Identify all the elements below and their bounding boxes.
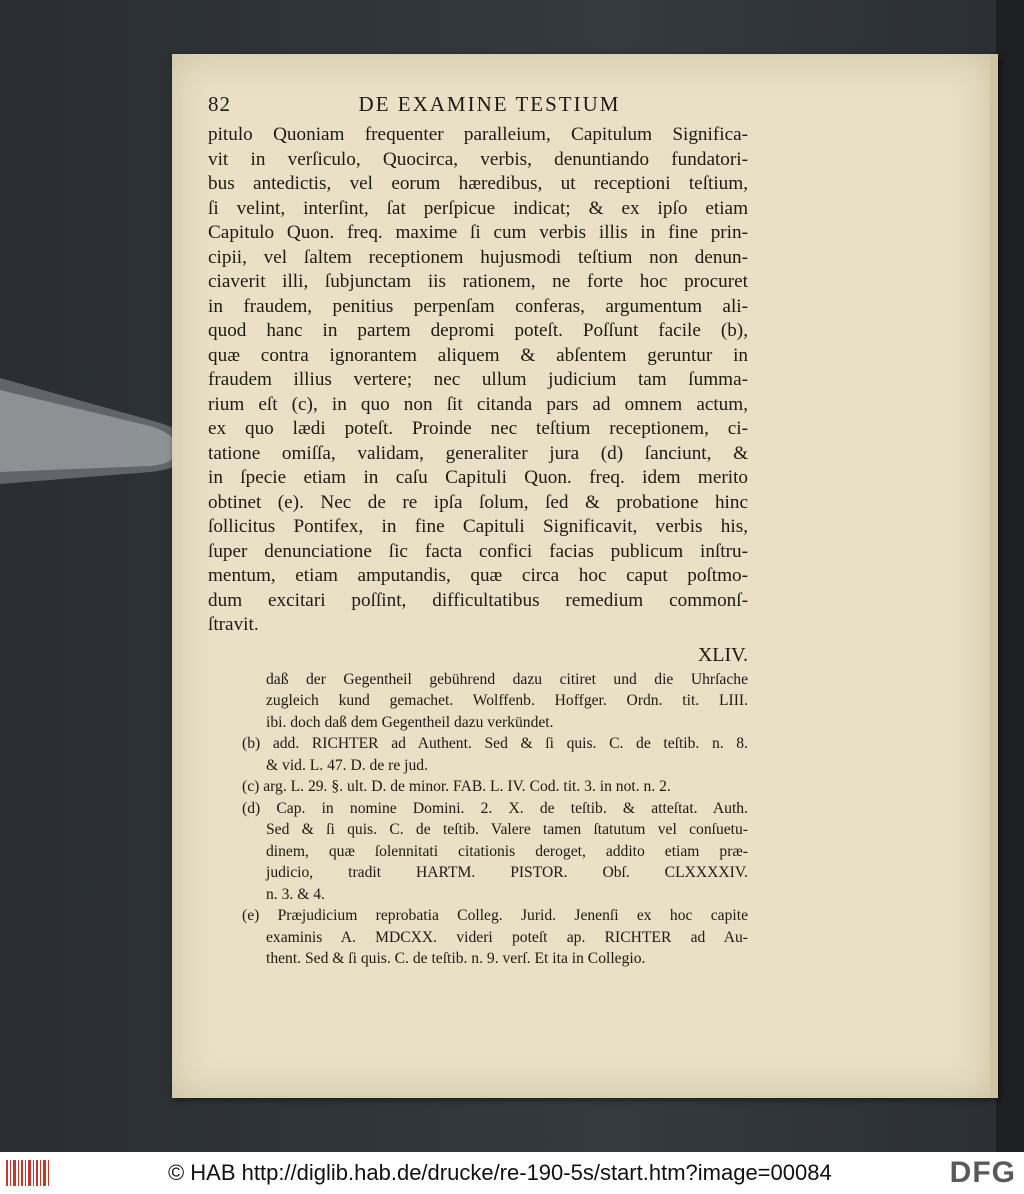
footnote-line: (b) add. RICHTER ad Authent. Sed & ſi quis. C. de teſtib. n. 8.	[242, 735, 748, 752]
footnote-line: ibi. doch daß dem Gegentheil dazu verkündet.	[266, 713, 554, 731]
text-line: cipii, vel ſaltem receptionem hujusmodi teſtium non denun-	[208, 246, 748, 268]
footnote-line: n. 3. & 4.	[266, 885, 325, 903]
text-line: ſuper denunciatione ſic facta confici facias publicum inſtru-	[208, 540, 748, 562]
footer-bar	[0, 1152, 1024, 1194]
text-block	[208, 92, 748, 970]
main-text	[208, 123, 748, 638]
footnote-line: (e) Præjudicium reprobatia Colleg. Jurid. Jenenſi ex hoc capite	[242, 907, 748, 924]
text-line: dum excitari poſſint, difficultatibus remedium commonſ-	[208, 589, 748, 611]
footnote-line: judicio, tradit HARTM. PISTOR. Obſ. CLXXXXIV.	[266, 864, 748, 881]
page-number: 82	[208, 92, 231, 116]
footnotes	[242, 669, 748, 970]
text-line: ſtravit.	[208, 614, 259, 635]
footnote-line: Sed & ſi quis. C. de teſtib. Valere tamen ſtatutum vel conſuetu-	[266, 821, 748, 838]
text-line: rium eſt (c), in quo non ſit citanda pars ad omnem actum,	[208, 393, 748, 415]
text-line: Capitulo Quon. freq. maxime ſi cum verbis illis in fine prin-	[208, 222, 748, 243]
text-line: ex quo lædi poteſt. Proinde nec teſtium receptionem, ci-	[208, 418, 748, 439]
text-line: in ſpecie etiam in caſu Capituli Quon. freq. idem merito	[208, 467, 748, 488]
text-line: mentum, etiam amputandis, quæ circa hoc caput poſtmo-	[208, 565, 748, 586]
dfg-logo: DFG	[949, 1156, 1016, 1189]
running-title: DE EXAMINE TESTIUM	[358, 92, 621, 116]
copyright-url[interactable]: © HAB http://diglib.hab.de/drucke/re-190-5s/start.htm?image=00084	[167, 1160, 832, 1185]
text-line: bus antedictis, vel eorum hæredibus, ut receptioni teſtium,	[208, 173, 748, 194]
text-line: ſollicitus Pontifex, in fine Capituli Significavit, verbis his,	[208, 516, 748, 537]
running-header	[208, 92, 748, 117]
text-line: vit in verſiculo, Quocirca, verbis, denuntiando fundatori-	[208, 148, 748, 170]
book-clip	[0, 372, 200, 492]
text-line: pitulo Quoniam frequenter paralleium, Capitulum Significa-	[208, 124, 748, 145]
barcode-icon	[6, 1158, 50, 1188]
text-line: in fraudem, penitius perpenſam conferas, argumentum ali-	[208, 295, 748, 317]
footnote-line: (d) Cap. in nomine Domini. 2. X. de teſtib. & atteſtat. Auth.	[242, 799, 748, 817]
footnote-line: thent. Sed & ſi quis. C. de teſtib. n. 9. verſ. Et ita in Collegio.	[266, 950, 646, 967]
footnote-line: daß der Gegentheil gebührend dazu citiret und die Uhrſache	[266, 670, 748, 688]
text-line: quod hanc in partem depromi poteſt. Poſſunt facile (b),	[208, 320, 748, 341]
text-line: obtinet (e). Nec de re ipſa ſolum, ſed & probatione hinc	[208, 491, 748, 513]
footnote-line: zugleich kund gemachet. Wolffenb. Hoffger. Ordn. tit. LIII.	[266, 692, 748, 709]
text-line: quæ contra ignorantem aliquem & abſentem geruntur in	[208, 344, 748, 366]
text-line: fraudem illius vertere; nec ullum judicium tam ſumma-	[208, 369, 748, 390]
footnote-line: & vid. L. 47. D. de re jud.	[266, 756, 428, 774]
footnote-line: dinem, quæ ſolennitati citationis deroget, addito etiam præ-	[266, 842, 748, 860]
text-line: ciaverit illi, ſubjunctam iis rationem, ne forte hoc procuret	[208, 271, 748, 292]
section-number: XLIV.	[697, 643, 748, 666]
footnote-line: examinis A. MDCXX. videri poteſt ap. RICHTER ad Au-	[266, 928, 748, 946]
text-line: tatione omiſſa, validam, generaliter jura (d) ſanciunt, &	[208, 442, 748, 464]
text-line: ſi velint, interſint, ſat perſpicue indicat; & ex ipſo etiam	[208, 197, 748, 219]
page-edge-shadow	[996, 0, 1024, 1152]
footnote-line: (c) arg. L. 29. §. ult. D. de minor. FAB. L. IV. Cod. tit. 3. in not. n. 2.	[242, 778, 671, 795]
